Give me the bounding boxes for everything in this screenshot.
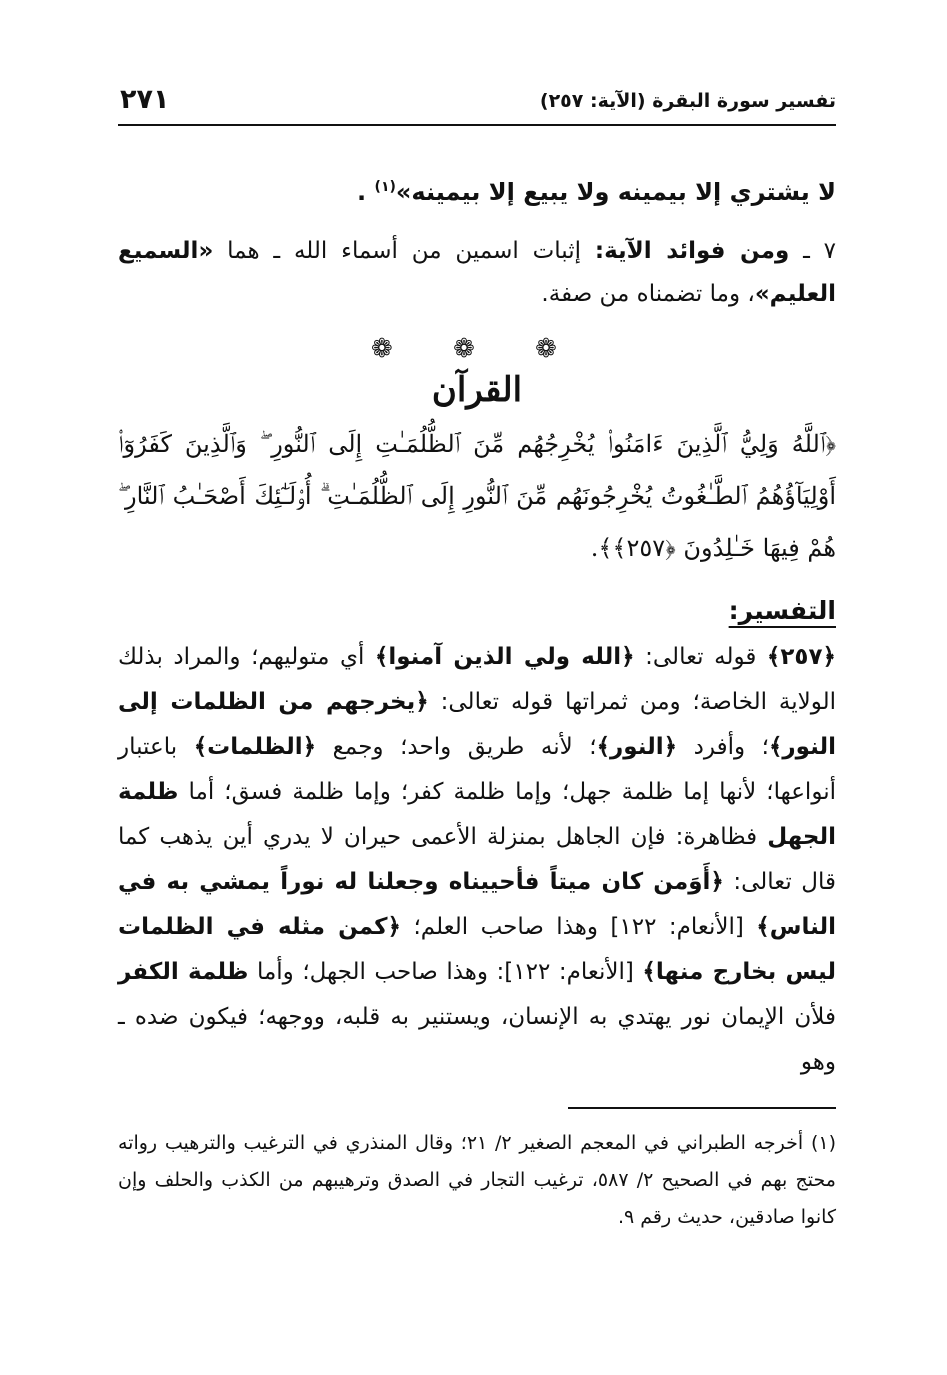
footnote: (١) أخرجه الطبراني في المعجم الصغير ٢/ ٢١؛ وقال المنذري في الترغيب والترهيب رواته محتج بهم في الصحيح ٢/ ٥٨٧، ترغيب التجار في الصدق وترهيبهم من الكذب والحلف وإن كانوا صادقين، حديث رقم ٩.	[118, 1132, 836, 1228]
tafsir-text: فظاهرة: فإن الجاهل بمنزلة الأعمى حيران لا يدري أين يذهب كما قال تعالى:	[118, 824, 836, 895]
quran-verse: ﴿ٱللَّهُ وَلِيُّ ٱلَّذِينَ ءَامَنُوا۟ يُخْرِجُهُم مِّنَ ٱلظُّلُمَـٰتِ إِلَى ٱلنُّورِ ۖ وَٱلَّذِينَ كَفَرُوٓا۟ أَوْلِيَآؤُهُمُ ٱلطَّـٰغُوتُ يُخْرِجُونَهُم مِّنَ ٱلنُّورِ إِلَى ٱلظُّلُمَـٰتِ ۗ أُو۟لَـٰٓئِكَ أَصْحَـٰبُ ٱلنَّارِ ۖ هُمْ فِيهَا خَـٰلِدُونَ ﴿٢٥٧﴾﴾.	[118, 430, 836, 562]
footnote-marker[interactable]: (١)	[374, 179, 396, 195]
tafsir-text: باعتبار أنواعها؛ لأنها إما ظلمة جهل؛ وإما ظلمة كفر؛ وإما ظلمة فسق؛ أما	[118, 734, 836, 805]
hadith-ending-line	[118, 166, 836, 214]
benefit-paragraph	[118, 230, 836, 316]
hadith-end-dot: .	[357, 178, 375, 206]
verse-quote: ﴿كمن مثله في الظلمات ليس بخارج منها﴾	[118, 914, 837, 985]
emphasis-term: ظلمة الجهل	[118, 779, 836, 850]
verse-quote: ﴿الظلمات﴾	[193, 734, 317, 760]
tafsir-text: [الأنعام: ١٢٢]: وهذا صاحب الجهل؛ وأما	[248, 959, 643, 985]
divine-names: «السميع العليم»	[118, 238, 836, 307]
section-separator: ❁ ❁ ❁	[371, 334, 583, 364]
tafsir-body	[118, 635, 836, 1085]
benefit-text-2: ، وما تضمناه من صفة.	[541, 281, 755, 307]
tafsir-text: قوله تعالى:	[634, 644, 767, 670]
book-page	[118, 78, 836, 1318]
verse-quote: ﴿يخرجهم من الظلمات إلى النور﴾	[118, 689, 836, 760]
verse-quote: ﴿أَوَمن كان ميتاً فأحييناه وجعلنا له نوراً يمشي به في الناس﴾	[118, 869, 836, 940]
tafsir-text: ؛ وأفرد	[677, 734, 769, 760]
running-title: تفسير سورة البقرة (الآية: ٢٥٧)	[539, 90, 836, 112]
quran-section-title: القرآن	[431, 370, 523, 410]
hadith-text: لا يشتري إلا بيمينه ولا يبيع إلا بيمينه»	[395, 178, 836, 206]
tafsir-paragraph	[118, 635, 836, 1085]
benefit-text-1: إثبات اسمين من أسماء الله ـ هما	[213, 238, 595, 264]
emphasis-term: ظلمة الكفر	[118, 959, 249, 985]
tafsir-text: أي متوليهم؛ والمراد بذلك الولاية الخاصة؛ ومن ثمراتها قوله تعالى:	[118, 644, 836, 715]
benefit-label: ومن فوائد الآية:	[594, 238, 790, 264]
page-header	[118, 78, 836, 126]
verse-quote: ﴿النور﴾	[596, 734, 678, 760]
tafsir-text: ؛ لأنه طريق واحد؛ وجمع	[316, 734, 597, 760]
benefit-number: ٧ ـ	[789, 238, 837, 264]
tafsir-text: فلأن الإيمان نور يهتدي به الإنسان، ويستنير به قلبه، ووجهه؛ فيكون ضده ـ وهو	[118, 1004, 836, 1075]
tafsir-heading: التفسير:	[728, 596, 836, 625]
footnote-divider	[568, 1107, 836, 1109]
verse-number-ref: ﴿٢٥٧﴾	[766, 644, 836, 670]
tafsir-text: [الأنعام: ١٢٢] وهذا صاحب العلم؛	[401, 914, 757, 940]
verse-quote: ﴿الله ولي الذين آمنوا﴾	[374, 644, 635, 670]
page-number: ٢٧١	[120, 84, 170, 115]
